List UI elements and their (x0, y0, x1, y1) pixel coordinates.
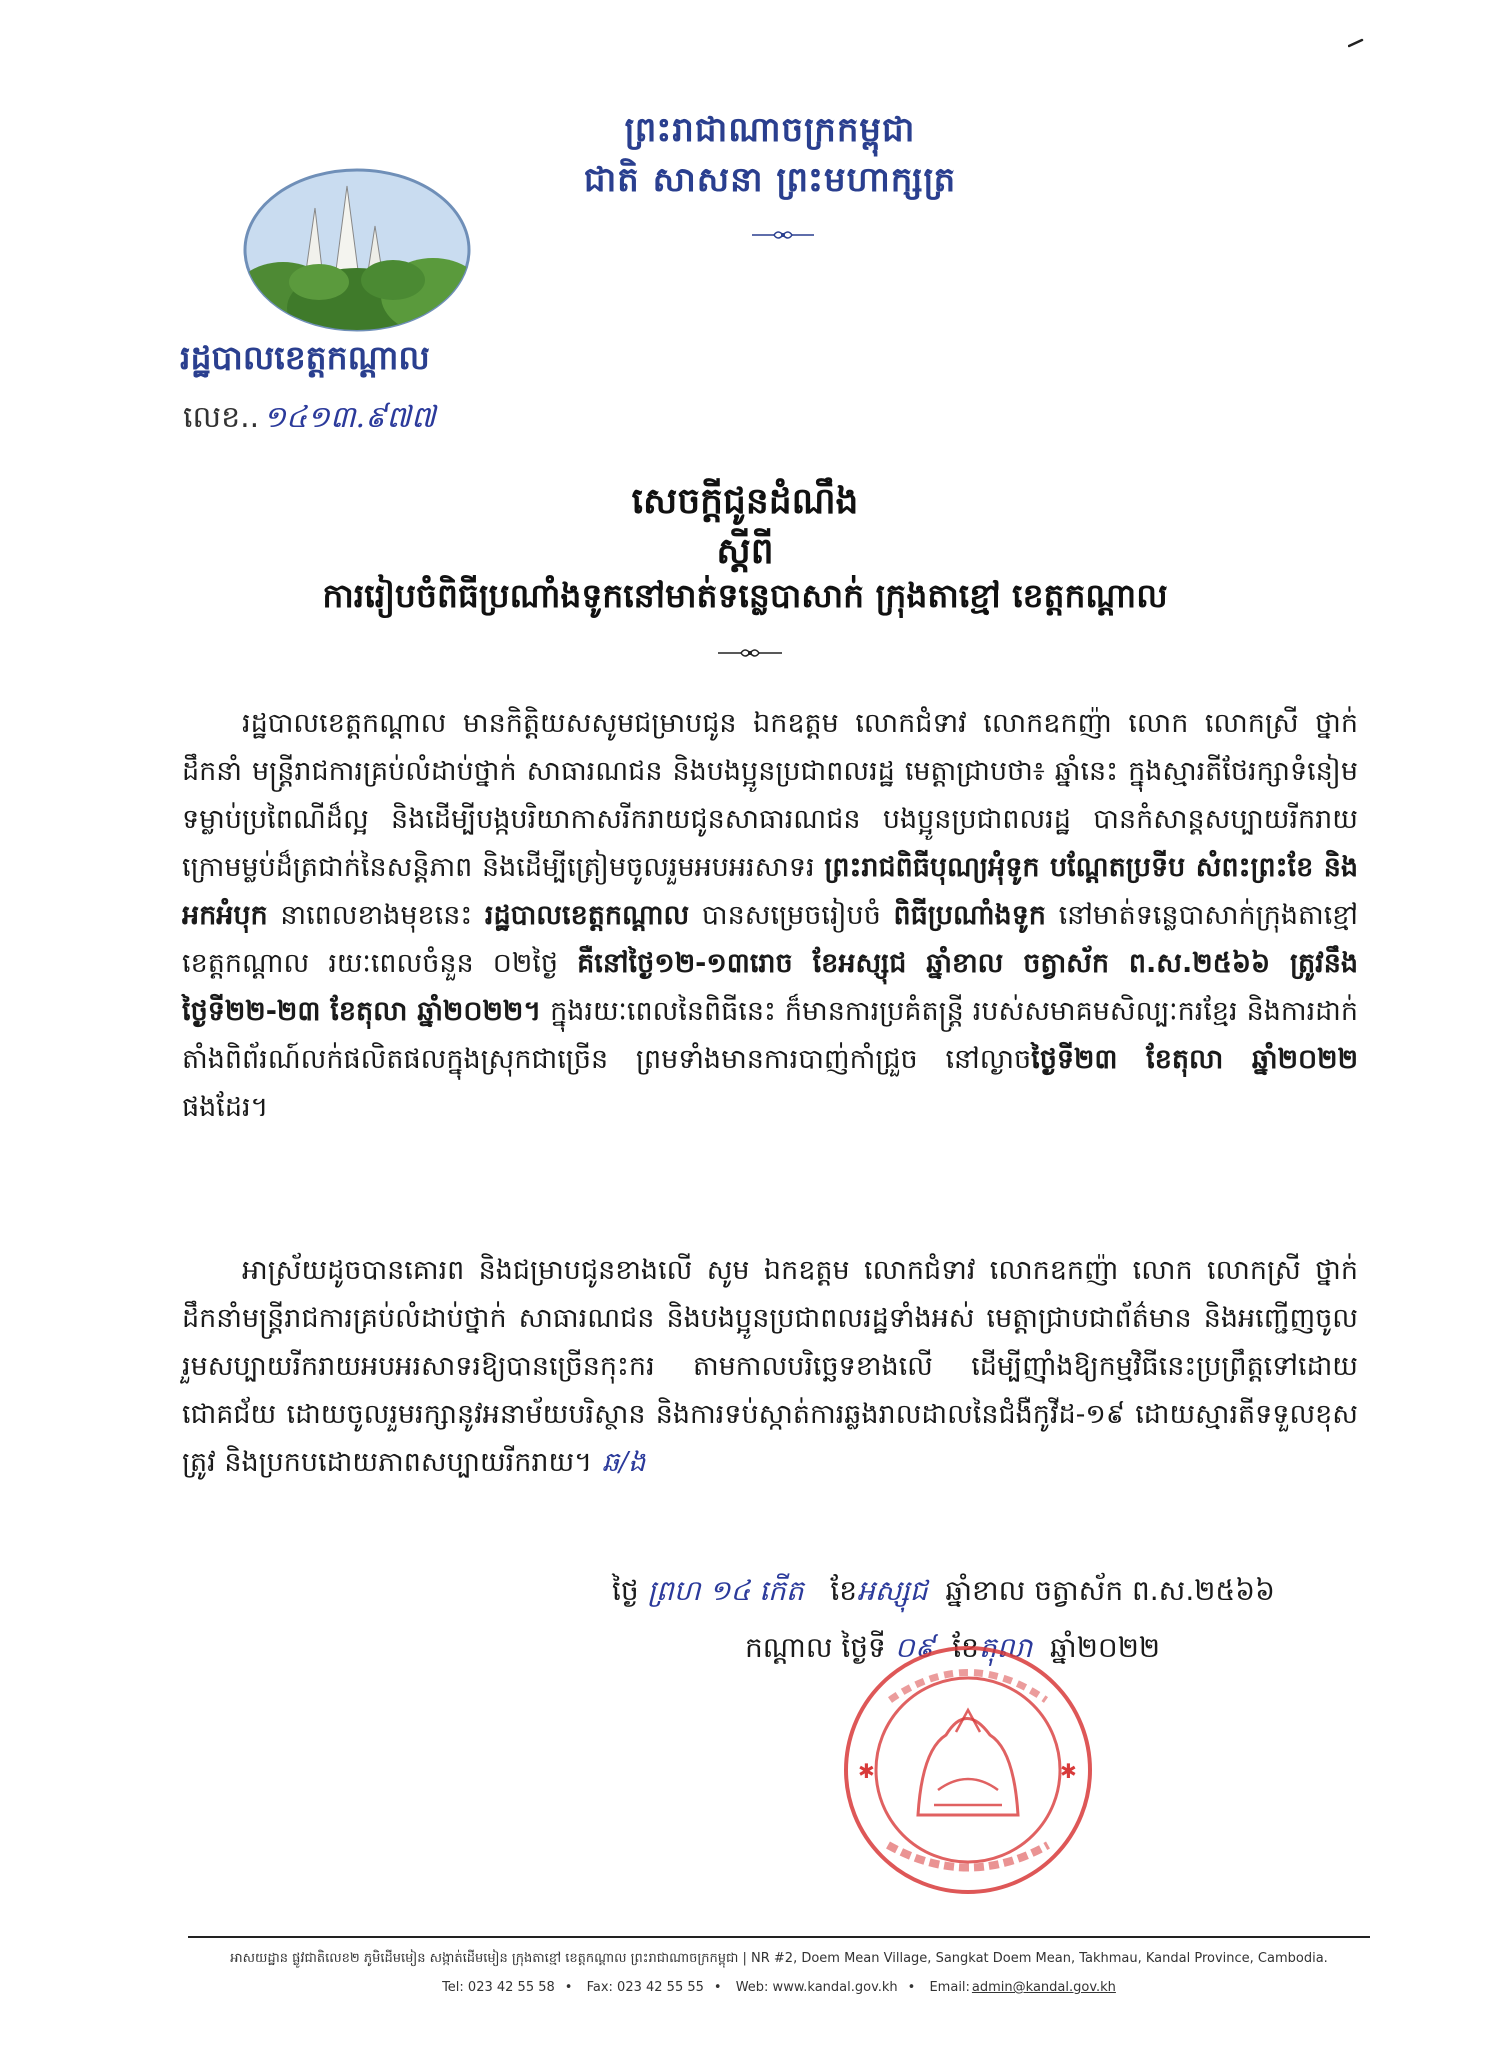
document-subject: ការរៀបចំពិធីប្រណាំងទូកនៅមាត់ទន្លេបាសាក់ ក្រុងតាខ្មៅ ខេត្តកណ្ដាល (322, 576, 1168, 615)
footer-contact-line: Tel: 023 42 55 58 • Fax: 023 42 55 55 • Web: www.kandal.gov.kh • Email: admin@kandal.gov.kh (442, 1980, 1116, 1995)
reference-number-line: លេខ.. ១៤១៣.៩៧៧ (183, 400, 436, 435)
body-paragraph-1: រដ្ឋបាលខេត្តកណ្ដាល មានកិត្តិយសសូមជម្រាបជូន ឯកឧត្តម លោកជំទាវ លោកឧកញ៉ា លោក លោកស្រី ថ្នាក់ដឹកនាំ មន្ត្រីរាជការគ្រប់លំដាប់ថ្នាក់ សាធារណជន និងបងប្អូនប្រជាពលរដ្ឋ មេត្តាជ្រាបថា៖ ឆ្នាំនេះ ក្នុងស្មារតីថែរក្សាទំនៀមទម្លាប់ប្រពៃណីដ៏ល្អ និងដើម្បីបង្កបរិយាកាសរីករាយជូនសាធារណជន បងប្អូនប្រជាពលរដ្ឋ បានកំសាន្តសប្បាយរីករាយក្រោមម្លប់ដ៏ត្រជាក់នៃសន្តិភាព និងដើម្បីត្រៀមចូលរួមអបអរសាទរ ព្រះរាជពិធីបុណ្យអុំទូក បណ្តែតប្រទីប សំពះព្រះខែ និងអកអំបុក នាពេលខាងមុខនេះ រដ្ឋបាលខេត្តកណ្ដាល បានសម្រេចរៀបចំ ពិធីប្រណាំងទូក នៅមាត់ទន្លេបាសាក់ក្រុងតាខ្មៅ ខេត្តកណ្ដាល រយៈពេលចំនួន ០២ថ្ងៃ គឺនៅថ្ងៃ១២-១៣រោច ខែអស្សុជ ឆ្នាំខាល ចត្វាស័ក ព.ស.២៥៦៦ ត្រូវនឹងថ្ងៃទី២២-២៣ ខែតុលា ឆ្នាំ២០២២។ ក្នុងរយៈពេលនៃពិធីនេះ ក៏មានការប្រគំតន្ត្រី របស់សមាគមសិល្បៈករខ្មែរ និងការដាក់តាំងពិព័រណ៍លក់ផលិតផលក្នុងស្រុកជាច្រើន ព្រមទាំងមានការបាញ់កាំជ្រួច នៅល្ងាចថ្ងៃទី២៣ ខែតុលា ឆ្នាំ២០២២ ផងដែរ។ (182, 708, 1359, 1123)
footer-tel: Tel: 023 42 55 58 (442, 1980, 555, 1995)
event-name: ពិធីប្រណាំងទូក (893, 900, 1046, 931)
lunar-day: ព្រហ ១៤ កើត (647, 1574, 804, 1607)
pen-mark-icon (1348, 38, 1364, 48)
handwritten-initials: ឆ/ង (602, 1447, 646, 1478)
event-dates: គឺនៅថ្ងៃ១២-១៣រោច ខែអស្សុជ ឆ្នាំខាល ចត្វាស័ក ព.ស.២៥៦៦ ត្រូវនឹងថ្ងៃទី២២-២៣ ខែតុលា ឆ្នាំ២០២២។ (182, 948, 1359, 1027)
lunar-date-line: ថ្ងៃ ព្រហ ១៤ កើត ខែអស្សុជ ឆ្នាំខាល ចត្វាស័ក ព.ស.២៥៦៦ (612, 1574, 1275, 1607)
reference-label: លេខ (183, 400, 241, 435)
kandal-province-logo (243, 168, 471, 332)
footer-address: អាសយដ្ឋាន ផ្លូវជាតិលេខ២ ភូមិដើមមៀន សង្កាត់ដើមមៀន ក្រុងតាខ្មៅ ខេត្តកណ្ដាល ព្រះរាជាណាចក្រកម្ពុជា | NR #2, Doem Mean Village, Sangkat Doem Mean, Takhmau, Kandal Province, Cambodia. (230, 1951, 1328, 1966)
issuing-authority: រដ្ឋបាលខេត្តកណ្ដាល (180, 338, 430, 377)
solar-date-line: កណ្ដាល ថ្ងៃទី ០៩ ខែតុលា ឆ្នាំ២០២២ (745, 1631, 1161, 1664)
festival-name: ព្រះរាជពិធីបុណ្យអុំទូក បណ្តែតប្រទីប សំពះព្រះខែ និងអកអំបុក (182, 852, 1358, 931)
lunar-month: អស្សុជ (856, 1574, 928, 1607)
body-paragraph-2: អាស្រ័យដូចបានគោរព និងជម្រាបជូនខាងលើ សូម ឯកឧត្តម លោកជំទាវ លោកឧកញ៉ា លោក លោកស្រី ថ្នាក់ដឹកនាំមន្ត្រីរាជការគ្រប់លំដាប់ថ្នាក់ សាធារណជន និងបងប្អូនប្រជាពលរដ្ឋទាំងអស់ មេត្តាជ្រាបជាព័ត៌មាន និងអញ្ជើញចូលរួមសប្បាយរីករាយអបអរសាទរឱ្យបានច្រើនកុះករ តាមកាលបរិច្ឆេទខាងលើ ដើម្បីញ៉ាំងឱ្យកម្មវិធីនេះប្រព្រឹត្តទៅដោយជោគជ័យ ដោយចូលរួមរក្សានូវអនាម័យបរិស្ថាន និងការទប់ស្កាត់ការឆ្លងរាលដាលនៃជំងឺកូវីដ-១៩ ដោយស្មារតីទទួលខុសត្រូវ និងប្រកបដោយភាពសប្បាយរីករាយ។ ឆ/ង (182, 1255, 1358, 1478)
svg-text:✱: ✱ (858, 1759, 875, 1783)
reference-number: ១៤១៣.៩៧៧ (263, 400, 436, 435)
solar-month: តុលា (978, 1631, 1033, 1664)
national-motto: ជាតិ សាសនា ព្រះមហាក្សត្រ (583, 160, 957, 200)
footer-email-link[interactable]: admin@kandal.gov.kh (971, 1980, 1116, 1995)
footer-divider (188, 1936, 1370, 1938)
svg-text:✱: ✱ (1060, 1759, 1077, 1783)
lunar-year: ឆ្នាំខាល ចត្វាស័ក ព.ស.២៥៦៦ (945, 1574, 1275, 1607)
solar-year: ឆ្នាំ២០២២ (1050, 1631, 1161, 1664)
footer-fax: Fax: 023 42 55 55 (586, 1980, 704, 1995)
ornament-divider-icon (752, 228, 814, 242)
footer-email-label: Email: (929, 1980, 970, 1995)
footer-web[interactable]: Web: www.kandal.gov.kh (735, 1980, 898, 1995)
document-subject-label: ស្ដីពី (716, 531, 774, 572)
authority-emphasis: រដ្ឋបាលខេត្តកណ្ដាល (484, 900, 690, 931)
kingdom-name: ព្រះរាជាណាចក្រកម្ពុជា (624, 110, 916, 150)
fireworks-date: ថ្ងៃទី២៣ ខែតុលា ឆ្នាំ២០២២ (1031, 1044, 1358, 1075)
official-seal-stamp (838, 1640, 1098, 1900)
document-title: សេចក្ដីជូនដំណឹង (631, 481, 859, 522)
ornament-divider-icon (718, 646, 782, 660)
solar-day: ០៩ (894, 1631, 935, 1664)
